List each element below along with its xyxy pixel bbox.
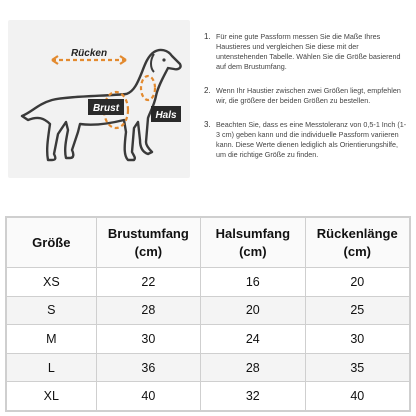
chest-label: Brust <box>92 103 120 114</box>
table-header-row <box>7 218 410 268</box>
size-table-container <box>5 216 411 412</box>
dog-eye <box>162 58 165 61</box>
table-row <box>7 268 410 297</box>
cell-neck: 20 <box>201 296 305 325</box>
neck-label: Hals <box>155 110 177 121</box>
cell-size: XL <box>7 382 97 411</box>
cell-back: 25 <box>305 296 409 325</box>
back-label: Rücken <box>70 48 108 59</box>
header-chest: Brustumfang (cm) <box>96 218 200 268</box>
step-text: Beachten Sie, dass es eine Messtoleranz von 0,5-1 Inch (1-3 cm) geben kann und die individuelle Passform variieren kann. Diese Werte dienen lediglich als Orientierungshilfe, um die richtige Größe zu finden. <box>216 120 407 159</box>
table-row <box>7 382 410 411</box>
table-row <box>7 353 410 382</box>
cell-chest: 28 <box>96 296 200 325</box>
step-number: 2. <box>204 86 211 95</box>
cell-chest: 36 <box>96 353 200 382</box>
instruction-step <box>204 86 410 106</box>
cell-neck: 28 <box>201 353 305 382</box>
dog-silhouette-icon <box>8 20 190 178</box>
dog-ear <box>151 54 154 72</box>
step-text: Wenn Ihr Haustier zwischen zwei Größen liegt, empfehlen wir, die größere der beiden Größen zu bestellen. <box>216 86 401 105</box>
cell-back: 30 <box>305 325 409 354</box>
cell-back: 40 <box>305 382 409 411</box>
cell-back: 35 <box>305 353 409 382</box>
cell-size: L <box>7 353 97 382</box>
table-row <box>7 296 410 325</box>
cell-neck: 32 <box>201 382 305 411</box>
cell-size: S <box>7 296 97 325</box>
instruction-step <box>204 32 410 72</box>
size-table <box>6 217 410 411</box>
cell-chest: 40 <box>96 382 200 411</box>
top-section <box>0 0 416 200</box>
step-number: 1. <box>204 32 211 41</box>
table-row <box>7 325 410 354</box>
header-neck: Halsumfang (cm) <box>201 218 305 268</box>
cell-back: 20 <box>305 268 409 297</box>
neck-measure-loop <box>141 76 155 100</box>
cell-size: XS <box>7 268 97 297</box>
instruction-step <box>204 120 410 160</box>
header-back: Rückenlänge (cm) <box>305 218 409 268</box>
step-number: 3. <box>204 120 211 129</box>
instructions-list <box>204 32 410 174</box>
cell-size: M <box>7 325 97 354</box>
step-text: Für eine gute Passform messen Sie die Maße Ihres Haustieres und vergleichen Sie diese mit der untenstehenden Tabelle. Wählen Sie die Größe basierend auf dem Brustumfang. <box>216 32 401 71</box>
cell-neck: 24 <box>201 325 305 354</box>
header-size: Größe <box>7 218 97 268</box>
dog-measure-diagram <box>8 20 190 178</box>
cell-chest: 30 <box>96 325 200 354</box>
cell-chest: 22 <box>96 268 200 297</box>
cell-neck: 16 <box>201 268 305 297</box>
